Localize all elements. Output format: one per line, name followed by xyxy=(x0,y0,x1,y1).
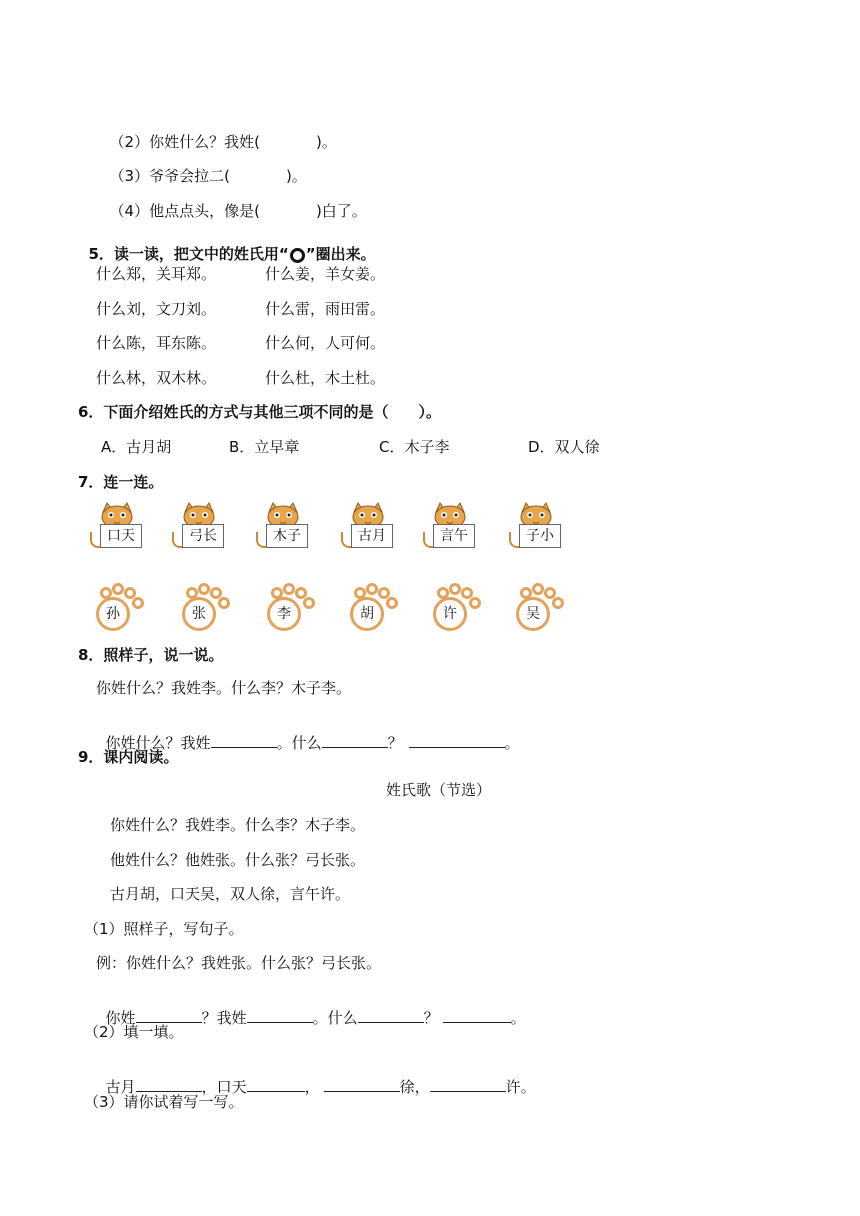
q6-option-d[interactable]: D．双人徐 xyxy=(528,438,600,456)
q9-sub1-fill: 你姓 ？我姓 。什么 ？ 。 xyxy=(105,1009,526,1027)
cat-card[interactable] xyxy=(254,502,314,554)
cat-sign-label: 口天 xyxy=(100,524,142,548)
q8-fill-line: 你姓什么？我姓 。什么 ？ 。 xyxy=(105,734,520,752)
q4-item-2: （2）你姓什么？我姓( )。 xyxy=(109,133,337,151)
paw-toe-icon xyxy=(552,597,564,609)
q8-blank-1[interactable] xyxy=(211,733,277,748)
paw-label: 孙 xyxy=(96,597,130,631)
q4-item-3: （3）爷爷会拉二( )。 xyxy=(109,167,307,185)
q5-row-2-right: 什么雷，雨田雷。 xyxy=(265,300,386,318)
paw-card[interactable] xyxy=(425,583,487,635)
q6-option-a[interactable]: A．古月胡 xyxy=(101,438,172,456)
q8-blank-3[interactable] xyxy=(409,733,505,748)
q6-option-c[interactable]: C．木子李 xyxy=(379,438,450,456)
q9-sub1-blank-3[interactable] xyxy=(358,1008,424,1023)
q5-row-3-right: 什么何，人可何。 xyxy=(265,334,386,352)
paw-label: 胡 xyxy=(350,597,384,631)
paw-label: 许 xyxy=(433,597,467,631)
q9-sub2-blank-1[interactable] xyxy=(136,1077,202,1092)
paw-card[interactable] xyxy=(259,583,321,635)
q9-sub2-fill: 古月 ，口天 ， 徐， 许。 xyxy=(105,1078,536,1096)
q9-title: 9．课内阅读。 xyxy=(78,748,179,766)
q5-row-1-left: 什么郑，关耳郑。 xyxy=(96,265,217,283)
cat-card[interactable] xyxy=(88,502,148,554)
paw-toe-icon xyxy=(303,597,315,609)
cat-sign-label: 古月 xyxy=(351,524,393,548)
q9-sub1: （1）照样子，写句子。 xyxy=(84,920,244,938)
paw-label: 李 xyxy=(267,597,301,631)
paw-toe-icon xyxy=(386,597,398,609)
paw-toe-icon xyxy=(449,583,461,595)
q5-row-4-right: 什么杜，木土杜。 xyxy=(265,369,386,387)
q9-sub2: （2）填一填。 xyxy=(84,1023,184,1041)
q4-item-4: （4）他点点头，像是( )白了。 xyxy=(109,202,367,220)
poem-title: 姓氏歌（节选） xyxy=(386,781,492,799)
cat-sign-label: 言午 xyxy=(433,524,475,548)
q8-example: 你姓什么？我姓李。什么李？木子李。 xyxy=(96,679,352,697)
circle-mark-icon xyxy=(290,248,305,263)
paw-label: 吴 xyxy=(516,597,550,631)
q6-title: 6．下面介绍姓氏的方式与其他三项不同的是（ ）。 xyxy=(78,403,441,421)
paw-toe-icon xyxy=(132,597,144,609)
q5-row-2-left: 什么刘，文刀刘。 xyxy=(96,300,217,318)
paw-card[interactable] xyxy=(508,583,570,635)
q9-sub1-example: 例：你姓什么？我姓张。什么张？弓长张。 xyxy=(96,954,382,972)
cat-card[interactable] xyxy=(170,502,230,554)
q5-row-4-left: 什么林，双木林。 xyxy=(96,369,217,387)
cat-card[interactable] xyxy=(507,502,567,554)
paw-toe-icon xyxy=(198,583,210,595)
paw-card[interactable] xyxy=(174,583,236,635)
paw-toe-icon xyxy=(469,597,481,609)
q6-option-b[interactable]: B．立早章 xyxy=(229,438,300,456)
paw-card[interactable] xyxy=(342,583,404,635)
q5-row-1-right: 什么姜，羊女姜。 xyxy=(265,265,386,283)
cat-sign-label: 子小 xyxy=(519,524,561,548)
q9-sub1-blank-2[interactable] xyxy=(247,1008,313,1023)
paw-card[interactable] xyxy=(88,583,150,635)
q9-sub2-blank-4[interactable] xyxy=(430,1077,506,1092)
poem-line-3: 古月胡，口天吴，双人徐，言午许。 xyxy=(110,885,351,903)
cat-card[interactable] xyxy=(421,502,481,554)
q8-title: 8．照样子，说一说。 xyxy=(78,646,224,664)
paw-toe-icon xyxy=(283,583,295,595)
paw-toe-icon xyxy=(218,597,230,609)
q9-sub1-blank-1[interactable] xyxy=(136,1008,202,1023)
q8-blank-2[interactable] xyxy=(322,733,388,748)
cat-sign-label: 木子 xyxy=(266,524,308,548)
q9-sub3: （3）请你试着写一写。 xyxy=(84,1093,244,1111)
paw-toe-icon xyxy=(366,583,378,595)
q9-sub1-blank-4[interactable] xyxy=(443,1008,511,1023)
poem-line-1: 你姓什么？我姓李。什么李？木子李。 xyxy=(110,816,366,834)
q5-row-3-left: 什么陈，耳东陈。 xyxy=(96,334,217,352)
poem-line-2: 他姓什么？他姓张。什么张？弓长张。 xyxy=(110,851,366,869)
paw-toe-icon xyxy=(112,583,124,595)
paw-label: 张 xyxy=(182,597,216,631)
q7-title: 7．连一连。 xyxy=(78,473,164,491)
q9-sub2-blank-3[interactable] xyxy=(324,1077,400,1092)
q9-sub2-blank-2[interactable] xyxy=(247,1077,305,1092)
paw-toe-icon xyxy=(532,583,544,595)
cat-card[interactable] xyxy=(339,502,399,554)
q5-title: 5．读一读，把文中的姓氏用“ ”圈出来。 xyxy=(88,245,376,263)
cat-sign-label: 弓长 xyxy=(182,524,224,548)
